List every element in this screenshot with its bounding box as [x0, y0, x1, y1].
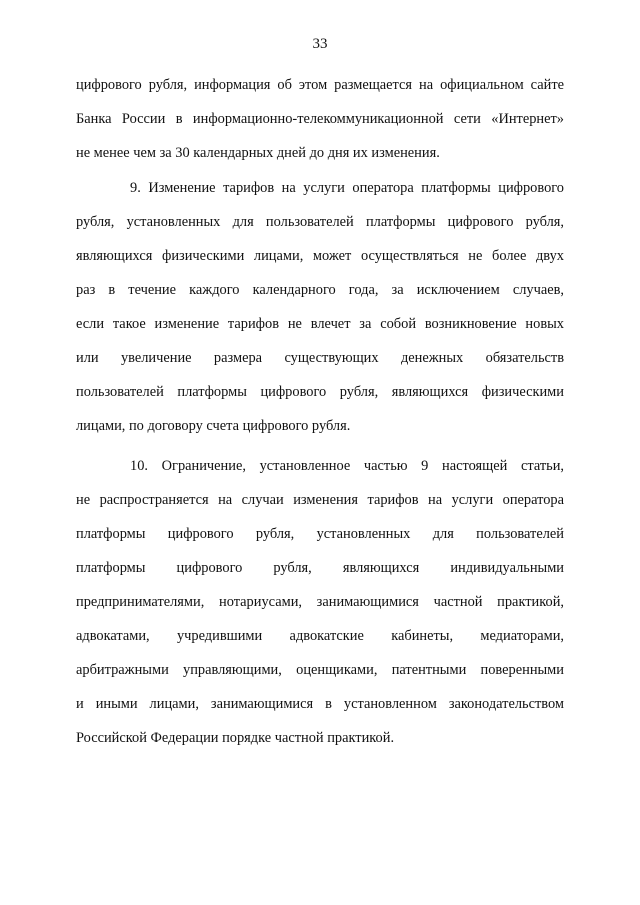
page-number: 33 — [312, 36, 328, 52]
text-line: пользователей платформы цифрового рубля, являющихся физическими — [76, 384, 564, 400]
text-line: рубля, установленных для пользователей платформы цифрового рубля, — [76, 214, 564, 230]
text-line: не распространяется на случаи изменения тарифов на услуги оператора — [76, 492, 564, 508]
text-line: Банка России в информационно-телекоммуникационной сети «Интернет» — [76, 111, 564, 127]
text-line: являющихся физическими лицами, может осуществляться не более двух — [76, 248, 564, 264]
text-line: арбитражными управляющими, оценщиками, патентными поверенными — [76, 662, 564, 678]
text-line: лицами, по договору счета цифрового рубля. — [76, 418, 351, 434]
text-line: платформы цифрового рубля, установленных для пользователей — [76, 526, 564, 542]
text-line: и иными лицами, занимающимися в установленном законодательством — [76, 696, 564, 712]
text-line: 9. Изменение тарифов на услуги оператора платформы цифрового — [130, 180, 564, 196]
text-line: Российской Федерации порядке частной практикой. — [76, 730, 395, 746]
paragraph-item-10 — [76, 449, 564, 755]
text-line: адвокатами, учредившими адвокатские кабинеты, медиаторами, — [76, 628, 564, 644]
text-line: предпринимателями, нотариусами, занимающимися частной практикой, — [76, 594, 564, 610]
paragraph-continuation — [76, 68, 564, 170]
text-line: если такое изменение тарифов не влечет за собой возникновение новых — [76, 316, 564, 332]
text-line: или увеличение размера существующих денежных обязательств — [76, 350, 564, 366]
paragraph-item-9 — [76, 171, 564, 443]
text-line: не менее чем за 30 календарных дней до дня их изменения. — [76, 145, 440, 161]
text-line: платформы цифрового рубля, являющихся индивидуальными — [76, 560, 564, 576]
text-line: цифрового рубля, информация об этом размещается на официальном сайте — [76, 77, 564, 93]
text-line: раз в течение каждого календарного года, за исключением случаев, — [76, 282, 564, 298]
text-line: 10. Ограничение, установленное частью 9 настоящей статьи, — [130, 458, 564, 474]
